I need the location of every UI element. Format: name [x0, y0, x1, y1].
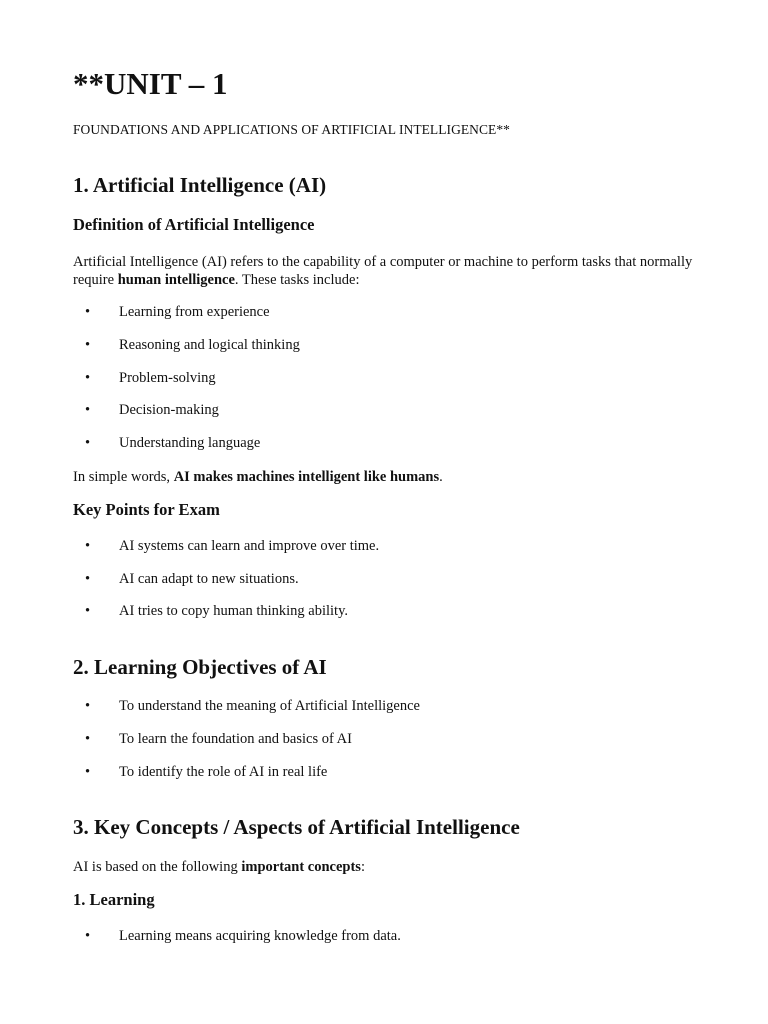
- concepts-intro-paragraph: [73, 858, 713, 876]
- bullet: •: [85, 731, 91, 747]
- definition-paragraph: [73, 253, 713, 289]
- list-item: To identify the role of AI in real life: [119, 764, 328, 780]
- list-item: AI can adapt to new situations.: [119, 571, 299, 587]
- definition-text-bold: human intelligence: [117, 272, 235, 288]
- simple-text-bold: AI makes machines intelligent like humans: [173, 469, 440, 485]
- bullet: •: [85, 304, 91, 320]
- bullet: •: [85, 538, 91, 554]
- bullet: •: [85, 603, 91, 619]
- simple-text-1: In simple words,: [73, 469, 174, 485]
- unit-title: **UNIT – 1: [73, 66, 228, 101]
- unit-subtitle: FOUNDATIONS AND APPLICATIONS OF ARTIFICIAL INTELLIGENCE**: [73, 122, 510, 137]
- bullet: •: [85, 571, 91, 587]
- bullet: •: [85, 337, 91, 353]
- bullet: •: [85, 402, 91, 418]
- definition-heading: Definition of Artificial Intelligence: [73, 215, 315, 234]
- bullet: •: [85, 370, 91, 386]
- list-item: Reasoning and logical thinking: [119, 337, 300, 353]
- learning-subheading: 1. Learning: [73, 890, 155, 909]
- section-1-heading: 1. Artificial Intelligence (AI): [73, 173, 327, 197]
- intro-text-bold: important concepts: [241, 859, 361, 875]
- bullet: •: [85, 764, 91, 780]
- list-item: Problem-solving: [119, 370, 216, 386]
- intro-text-1: AI is based on the following: [73, 859, 242, 875]
- list-item: AI systems can learn and improve over time.: [119, 538, 380, 554]
- list-item: AI tries to copy human thinking ability.: [119, 603, 349, 619]
- bullet: •: [85, 928, 91, 944]
- list-item: To understand the meaning of Artificial Intelligence: [119, 698, 420, 714]
- simple-words-paragraph: [73, 468, 713, 486]
- bullet: •: [85, 698, 91, 714]
- bullet: •: [85, 435, 91, 451]
- simple-text-2: .: [439, 469, 443, 485]
- list-item: Understanding language: [119, 435, 261, 451]
- intro-text-2: :: [360, 859, 365, 875]
- list-item: Learning from experience: [119, 304, 270, 320]
- section-3-heading: 3. Key Concepts / Aspects of Artificial Intelligence: [73, 815, 520, 839]
- list-item: Learning means acquiring knowledge from data.: [119, 928, 401, 944]
- list-item: Decision-making: [119, 402, 219, 418]
- definition-text-2: . These tasks include:: [234, 272, 360, 288]
- key-points-heading: Key Points for Exam: [73, 500, 220, 519]
- section-2-heading: 2. Learning Objectives of AI: [73, 655, 327, 679]
- definition-text-1: Artificial Intelligence (AI) refers to the capability of a computer or machine to perform tasks that normally require: [73, 254, 693, 288]
- list-item: To learn the foundation and basics of AI: [119, 731, 352, 747]
